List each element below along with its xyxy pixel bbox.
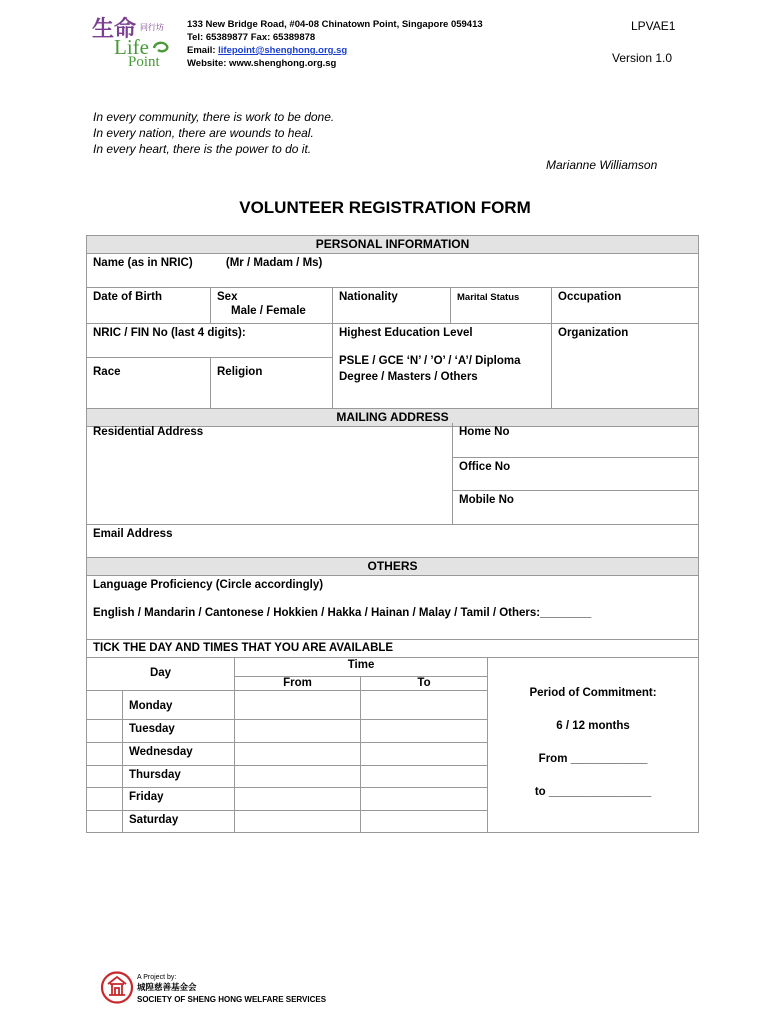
dob-field[interactable]: Date of Birth <box>87 288 211 324</box>
website: Website: www.shenghong.org.sg <box>187 58 337 69</box>
sheng-hong-seal-icon <box>99 971 135 1004</box>
marital-status-field[interactable]: Marital Status <box>451 288 552 324</box>
tick-box-tuesday[interactable] <box>87 719 123 742</box>
availability-label: TICK THE DAY AND TIMES THAT YOU ARE AVAILABLE <box>87 639 699 657</box>
logo-point: Point <box>128 54 160 70</box>
from-friday[interactable] <box>235 787 361 810</box>
nationality-field[interactable]: Nationality <box>333 288 451 324</box>
version: Version 1.0 <box>612 51 673 65</box>
personal-info-heading: PERSONAL INFORMATION <box>87 236 699 254</box>
tick-box-thursday[interactable] <box>87 765 123 787</box>
day-friday: Friday <box>123 787 235 810</box>
language-label: Language Proficiency (Circle accordingly) <box>93 578 324 591</box>
sex-field[interactable]: Sex Male / Female <box>211 288 333 324</box>
language-proficiency-field[interactable] <box>87 575 699 639</box>
registration-table <box>86 235 699 427</box>
logo-life: Life <box>114 35 149 59</box>
from-tuesday[interactable] <box>235 719 361 742</box>
contact-block <box>187 18 567 70</box>
availability-table <box>86 657 699 833</box>
commitment-from: From ____________ <box>538 753 648 765</box>
from-thursday[interactable] <box>235 765 361 787</box>
others-heading: OTHERS <box>87 557 699 575</box>
footer-text <box>137 972 326 1005</box>
day-wednesday: Wednesday <box>123 742 235 765</box>
logo-chinese-small: 同行坊 <box>140 23 164 32</box>
logo-chinese: 生命 <box>92 17 137 42</box>
residential-address-field[interactable]: Residential Address <box>87 423 453 524</box>
project-by: A Project by: <box>137 974 177 981</box>
salutation: (Mr / Madam / Ms) <box>225 257 323 269</box>
occupation-field[interactable]: Occupation <box>552 288 699 324</box>
race-field[interactable]: Race <box>87 358 211 409</box>
to-header: To <box>361 676 488 690</box>
tick-box-wednesday[interactable] <box>87 742 123 765</box>
to-friday[interactable] <box>361 787 488 810</box>
commitment-label: Period of Commitment: <box>529 687 657 699</box>
quote-line-3: In every heart, there is the power to do it. <box>93 142 312 156</box>
from-header: From <box>235 676 361 690</box>
quote-author: Marianne Williamson <box>546 158 658 172</box>
to-tuesday[interactable] <box>361 719 488 742</box>
to-monday[interactable] <box>361 690 488 719</box>
tick-box-friday[interactable] <box>87 787 123 810</box>
time-header: Time <box>235 657 488 676</box>
organization-field[interactable]: Organization <box>552 324 699 409</box>
quote-line-1: In every community, there is work to be done. <box>93 110 335 124</box>
mailing-table <box>86 423 699 658</box>
tel-fax: Tel: 65389877 Fax: 65389878 <box>187 32 316 43</box>
address: 133 New Bridge Road, #04-08 Chinatown Point, Singapore 059413 <box>187 19 483 30</box>
day-tuesday: Tuesday <box>123 719 235 742</box>
email-address-field[interactable]: Email Address <box>87 524 699 557</box>
from-wednesday[interactable] <box>235 742 361 765</box>
religion-field[interactable]: Religion <box>211 358 333 409</box>
email-line: Email: lifepoint@shenghong.org.sg <box>187 45 348 56</box>
name-field[interactable] <box>87 254 699 288</box>
form-code: LPVAE1 <box>631 19 676 33</box>
logo-swirl-icon <box>152 40 170 54</box>
commitment-to: to ________________ <box>534 786 652 798</box>
to-thursday[interactable] <box>361 765 488 787</box>
nric-field[interactable]: NRIC / FIN No (last 4 digits): <box>87 324 333 358</box>
commitment-months: 6 / 12 months <box>556 720 630 732</box>
org-english: SOCIETY OF SHENG HONG WELFARE SERVICES <box>137 995 327 1004</box>
education-options: PSLE / GCE ‘N’ / ’O’ / ‘A’/ Diploma Degree / Masters / Others <box>339 355 521 383</box>
mailing-address-heading: MAILING ADDRESS <box>87 409 699 427</box>
mobile-no-field[interactable]: Mobile No <box>453 490 699 524</box>
org-chinese: 城隍慈善基金会 <box>137 983 197 993</box>
to-saturday[interactable] <box>361 810 488 832</box>
quote <box>93 109 673 157</box>
quote-line-2: In every nation, there are wounds to heal. <box>93 126 314 140</box>
day-monday: Monday <box>123 690 235 719</box>
day-saturday: Saturday <box>123 810 235 832</box>
day-header: Day <box>87 657 235 690</box>
form-title: VOLUNTEER REGISTRATION FORM <box>239 198 531 217</box>
from-monday[interactable] <box>235 690 361 719</box>
name-label: Name (as in NRIC) <box>93 257 193 269</box>
day-thursday: Thursday <box>123 765 235 787</box>
from-saturday[interactable] <box>235 810 361 832</box>
email-link[interactable]: lifepoint@shenghong.org.sg <box>218 45 348 56</box>
to-wednesday[interactable] <box>361 742 488 765</box>
office-no-field[interactable]: Office No <box>453 457 699 490</box>
home-no-field[interactable]: Home No <box>453 423 699 457</box>
commitment-cell[interactable] <box>488 657 699 832</box>
education-field[interactable]: Highest Education Level PSLE / GCE ‘N’ / ’O’ / ‘A’/ Diploma Degree / Masters / Others <box>333 324 552 409</box>
sex-options: Male / Female <box>231 305 306 317</box>
language-options: English / Mandarin / Cantonese / Hokkien / Hakka / Hainan / Malay / Tamil / Others:________ <box>93 606 592 619</box>
tick-box-monday[interactable] <box>87 690 123 719</box>
life-point-logo <box>92 16 177 74</box>
tick-box-saturday[interactable] <box>87 810 123 832</box>
